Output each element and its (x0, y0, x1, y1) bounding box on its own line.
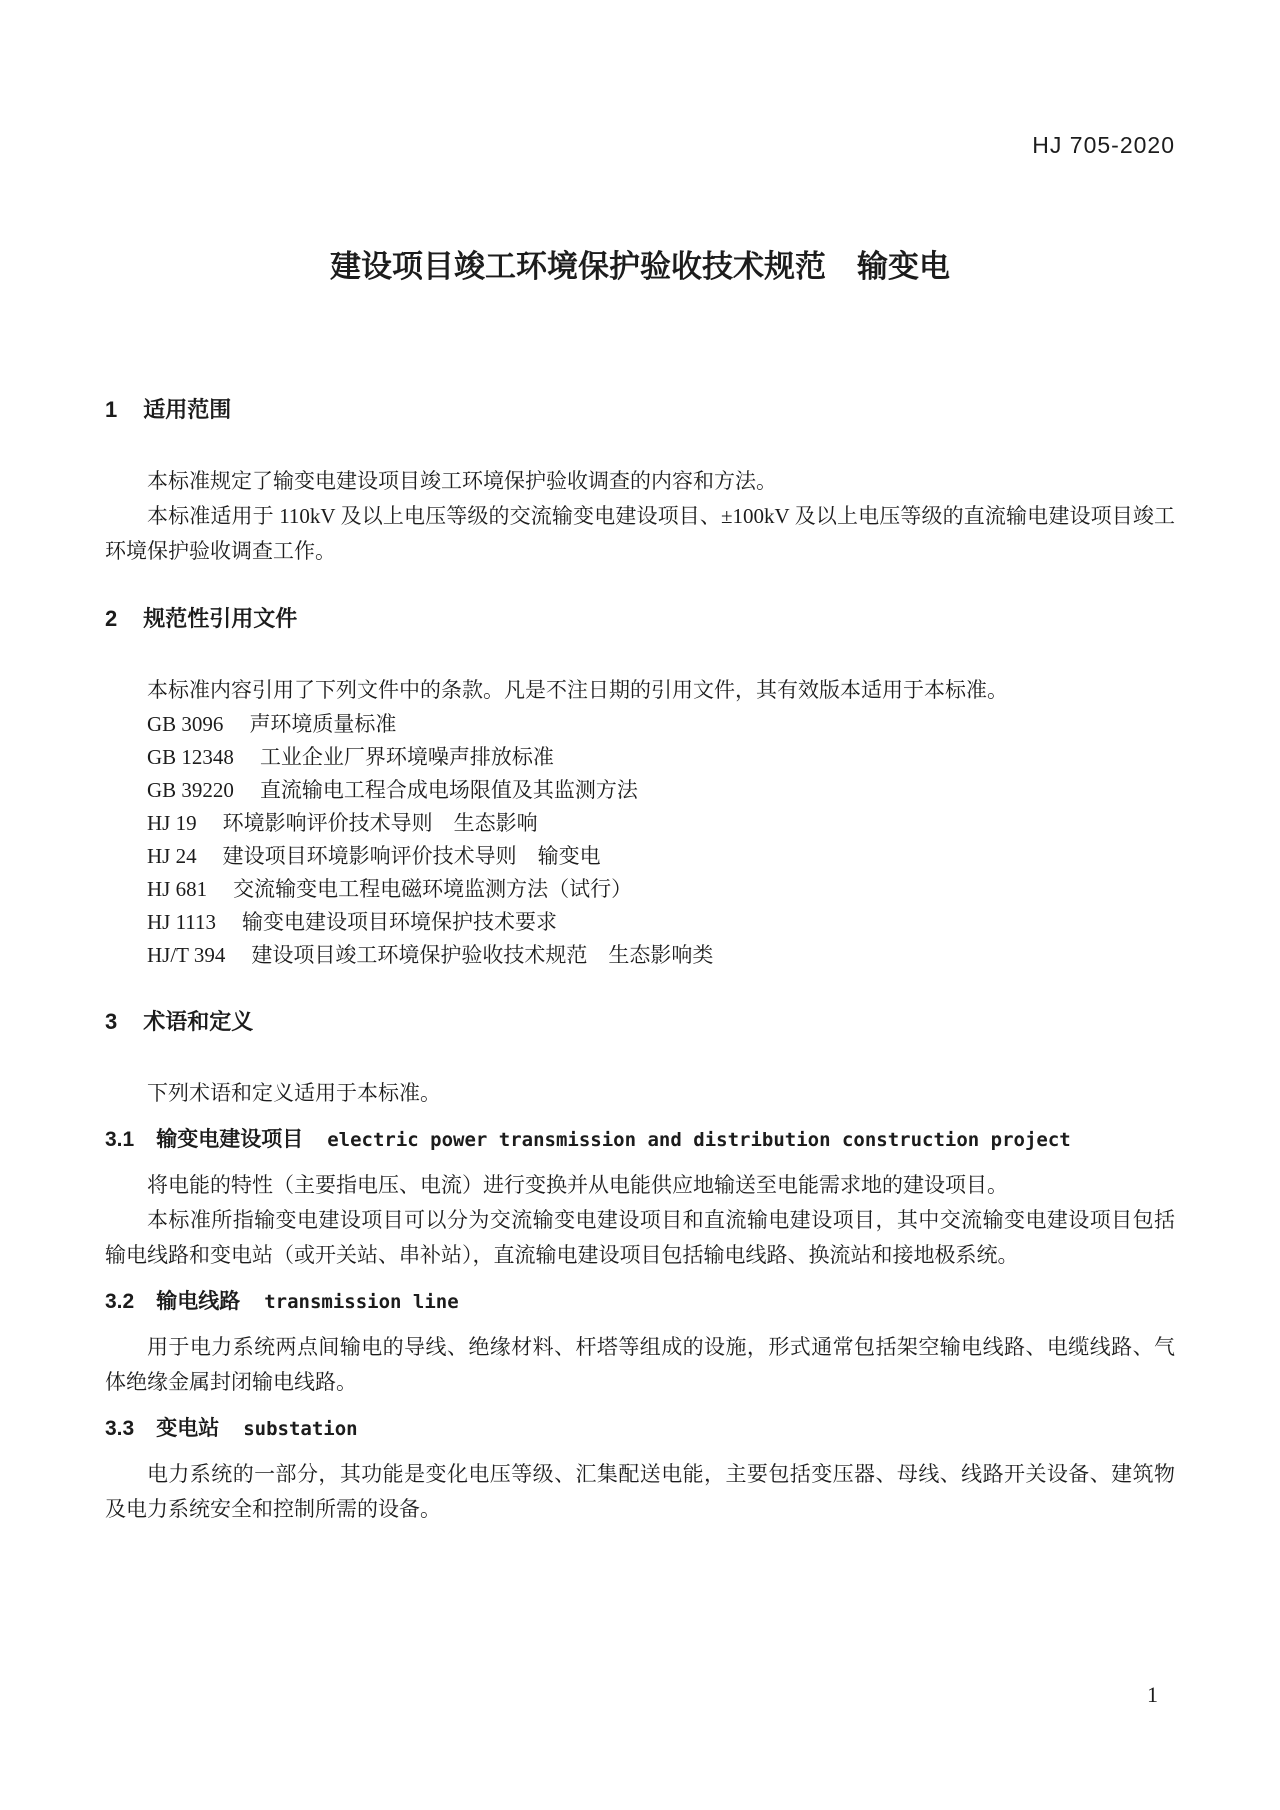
term-3-3-name-zh: 变电站 (156, 1417, 220, 1440)
reference-code: GB 12348 (147, 745, 234, 769)
section-2-heading (105, 603, 1175, 635)
page-number: 1 (1147, 1682, 1158, 1707)
reference-code: HJ 24 (147, 844, 197, 868)
reference-list (105, 708, 1175, 972)
reference-title: 输变电建设项目环境保护技术要求 (242, 910, 558, 934)
term-3-3-heading (105, 1414, 1175, 1444)
reference-code: HJ/T 394 (147, 943, 226, 967)
standard-code: HJ 705-2020 (1032, 132, 1175, 158)
term-3-1-name-zh: 输变电建设项目 (156, 1128, 304, 1151)
term-3-2-name-en: transmission line (264, 1291, 459, 1313)
document-title: 建设项目竣工环境保护验收技术规范 输变电 (330, 249, 950, 284)
reference-title: 直流输电工程合成电场限值及其监测方法 (259, 778, 638, 802)
section-1-heading (105, 394, 1175, 426)
section-2-intro: 本标准内容引用了下列文件中的条款。凡是不注日期的引用文件，其有效版本适用于本标准。 (147, 678, 1008, 702)
reference-item (147, 840, 1175, 873)
term-3-3-definition: 电力系统的一部分，其功能是变化电压等级、汇集配送电能，主要包括变压器、母线、线路开关设备、建筑物及电力系统安全和控制所需的设备。 (105, 1462, 1175, 1521)
section-2-title: 规范性引用文件 (143, 606, 298, 631)
term-3-1-number: 3.1 (105, 1128, 135, 1151)
section-1-title: 适用范围 (143, 397, 232, 422)
reference-item (147, 741, 1175, 774)
term-3-3-name-en: substation (243, 1418, 358, 1440)
term-3-2-heading (105, 1287, 1175, 1317)
section-3-number: 3 (105, 1009, 118, 1034)
term-3-1-definition: 本标准所指输变电建设项目可以分为交流输变电建设项目和直流输电建设项目，其中交流输变电建设项目包括输电线路和变电站（或开关站、串补站），直流输电建设项目包括输电线路、换流站和接地极系统。 (105, 1208, 1175, 1267)
reference-title: 建设项目竣工环境保护验收技术规范 生态影响类 (251, 943, 714, 967)
term-3-2-name-zh: 输电线路 (156, 1290, 241, 1313)
term-3-1-definition: 将电能的特性（主要指电压、电流）进行变换并从电能供应地输送至电能需求地的建设项目。 (147, 1173, 1008, 1197)
term-3-3-number: 3.3 (105, 1417, 135, 1440)
reference-item (147, 807, 1175, 840)
reference-code: GB 3096 (147, 712, 224, 736)
reference-title: 工业企业厂界环境噪声排放标准 (259, 745, 554, 769)
reference-title: 环境影响评价技术导则 生态影响 (222, 811, 538, 835)
section-2-number: 2 (105, 606, 118, 631)
reference-item (147, 906, 1175, 939)
term-3-1-name-en: electric power transmission and distribution construction project (327, 1129, 1071, 1151)
reference-title: 建设项目环境影响评价技术导则 输变电 (222, 844, 601, 868)
section-3-heading (105, 1006, 1175, 1038)
reference-item (147, 939, 1175, 972)
reference-code: HJ 681 (147, 877, 208, 901)
section-3-intro: 下列术语和定义适用于本标准。 (147, 1081, 441, 1105)
section-3-title: 术语和定义 (143, 1009, 254, 1034)
reference-title: 交流输变电工程电磁环境监测方法（试行） (233, 877, 633, 901)
reference-item (147, 774, 1175, 807)
reference-code: HJ 19 (147, 811, 197, 835)
reference-code: HJ 1113 (147, 910, 217, 934)
reference-item (147, 708, 1175, 741)
reference-code: GB 39220 (147, 778, 234, 802)
term-3-2-definition: 用于电力系统两点间输电的导线、绝缘材料、杆塔等组成的设施，形式通常包括架空输电线路、电缆线路、气体绝缘金属封闭输电线路。 (105, 1335, 1175, 1394)
term-3-2-number: 3.2 (105, 1290, 135, 1313)
reference-title: 声环境质量标准 (249, 712, 397, 736)
reference-item (147, 873, 1175, 906)
section-1-paragraph: 本标准规定了输变电建设项目竣工环境保护验收调查的内容和方法。 (147, 469, 777, 493)
section-1-paragraph: 本标准适用于 110kV 及以上电压等级的交流输变电建设项目、±100kV 及以上电压等级的直流输电建设项目竣工环境保护验收调查工作。 (105, 504, 1175, 563)
section-1-number: 1 (105, 397, 118, 422)
term-3-1-heading (105, 1125, 1175, 1155)
